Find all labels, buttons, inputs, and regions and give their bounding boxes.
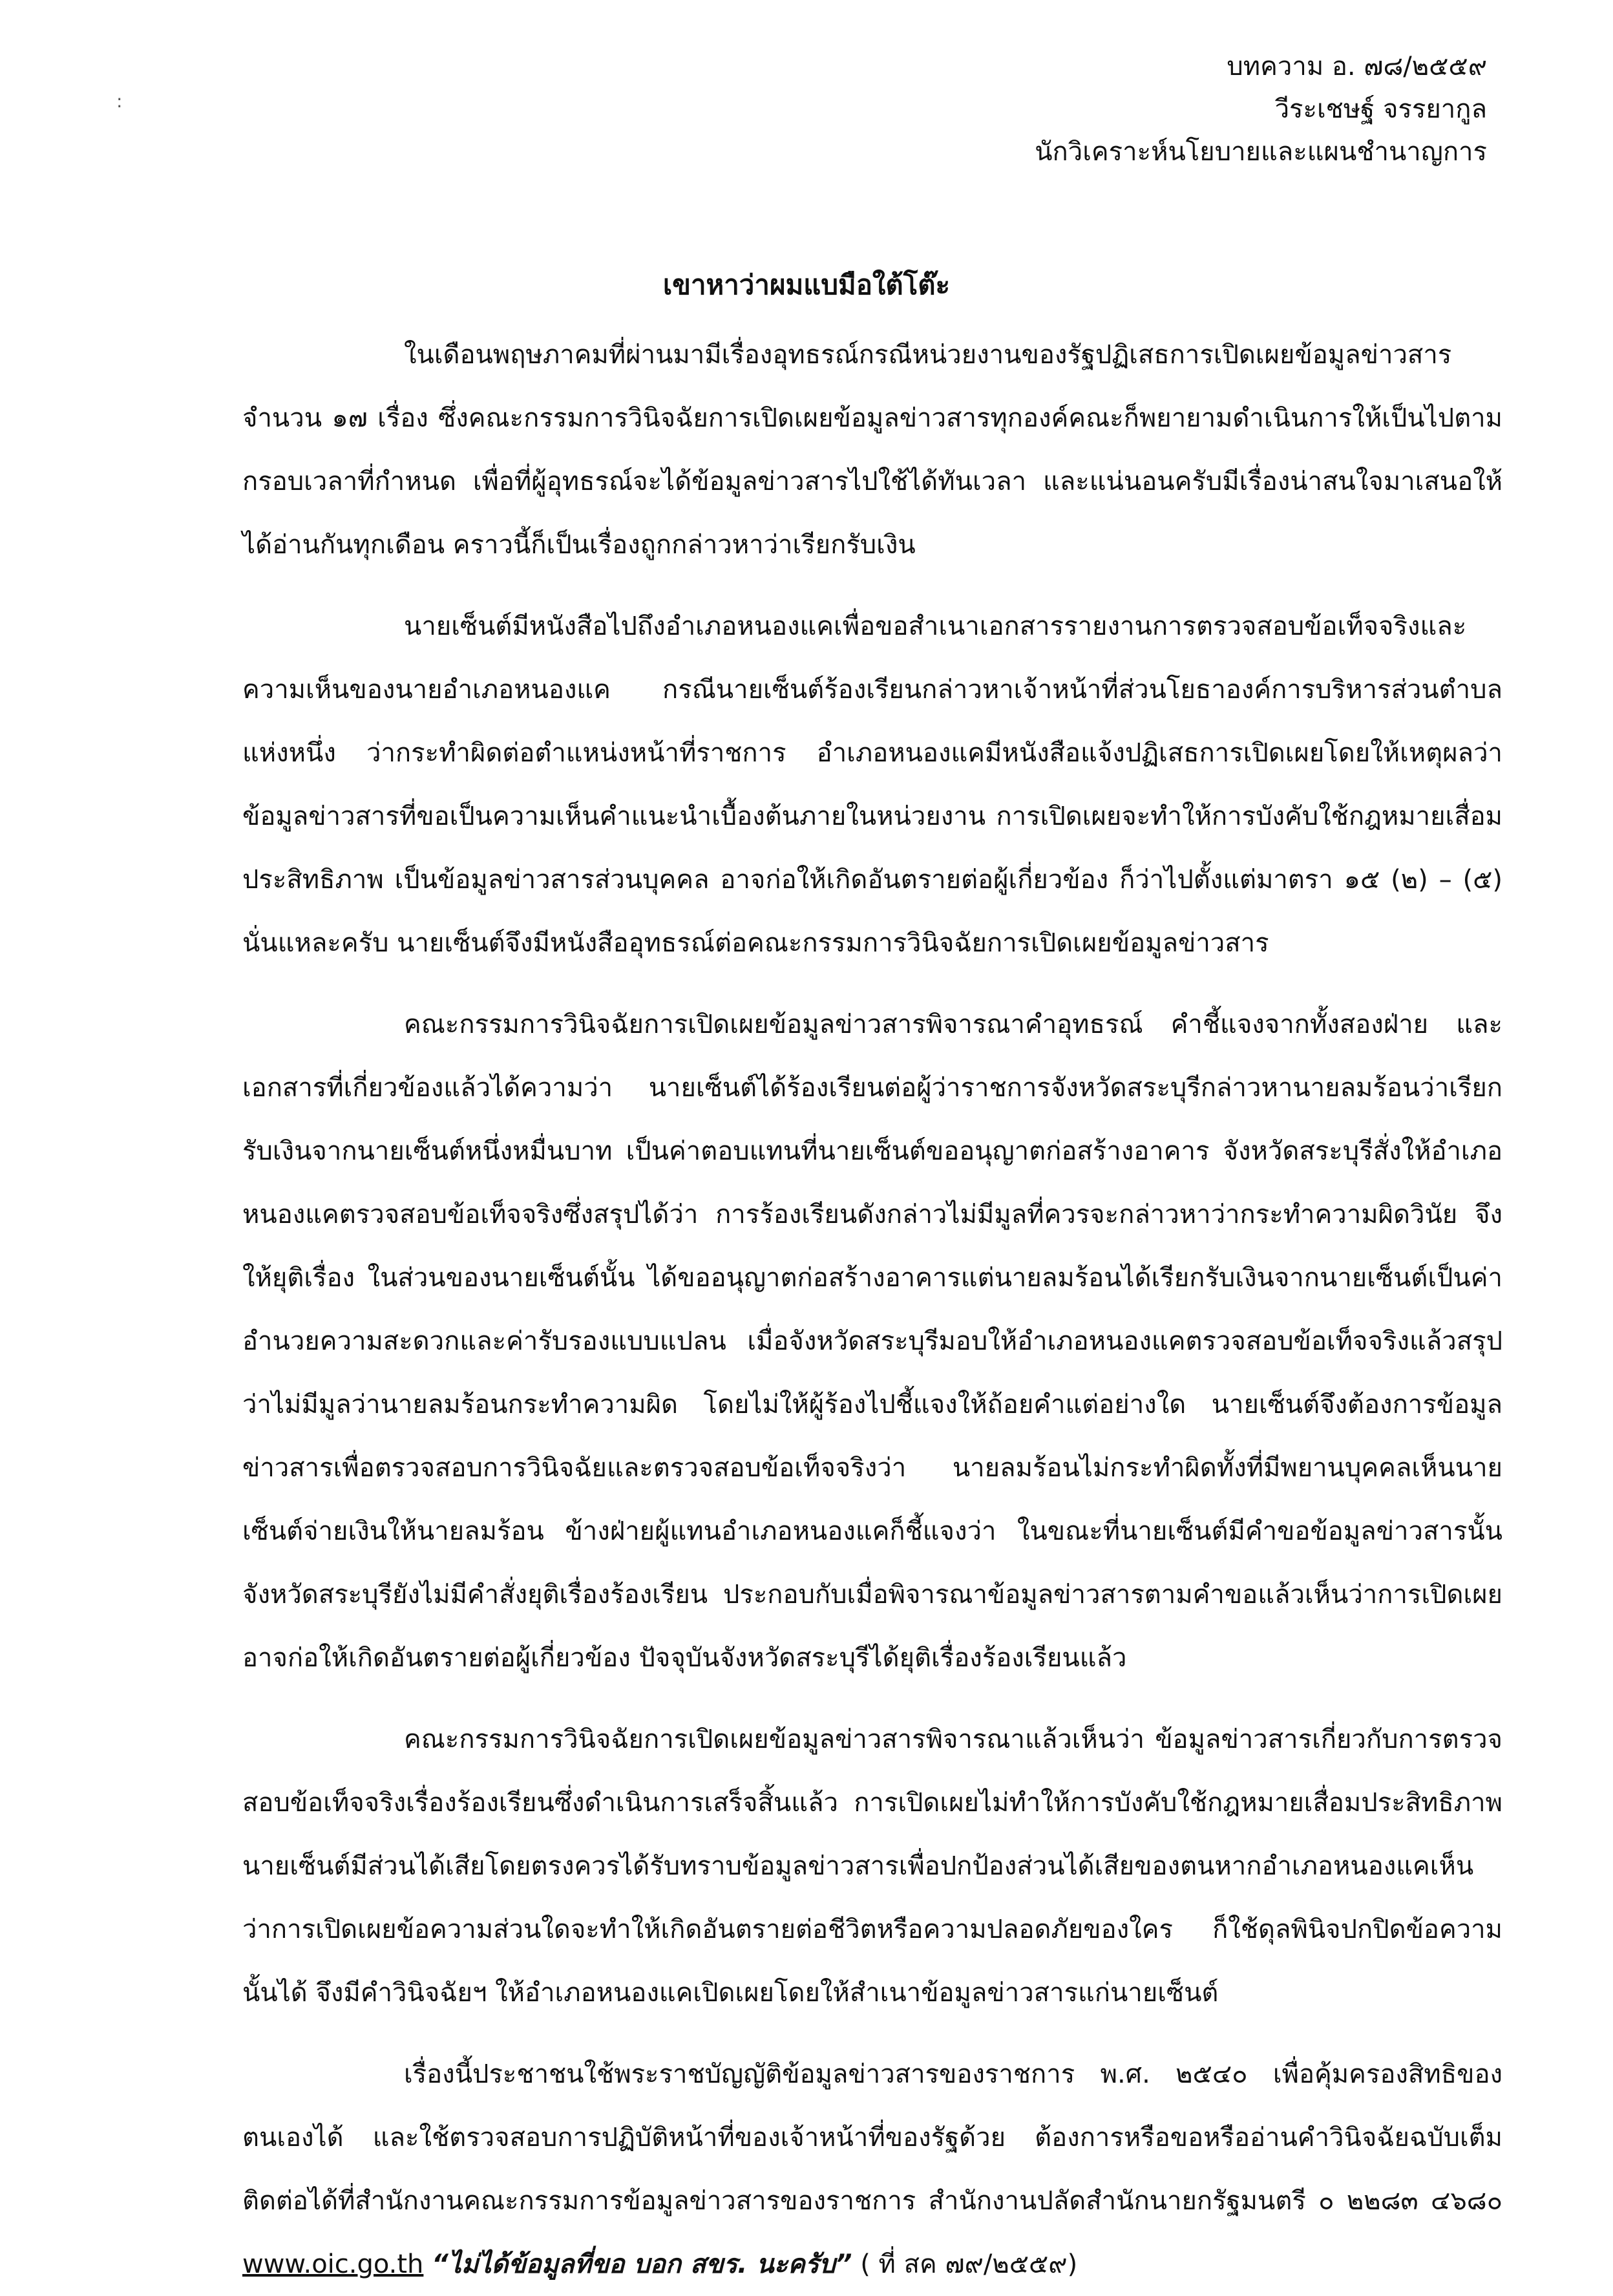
closing-text: เรื่องนี้ประชาชนใช้พระราชบัญญัติข้อมูลข่าวสารของราชการ พ.ศ. ๒๕๔๐ เพื่อคุ้มครองสิทธิของตนเองได้ และใช้ตรวจสอบการปฏิบัติหน้าที่ของเจ้าหน้าที่ของรัฐด้วย ต้องการหรือขอหรืออ่านคำวินิจฉัยฉบับเต็มติดต่อได้ที่สำนักงานคณะกรรมการข้อมูลข่าวสารของราชการ สำนักงานปลัดสำนักนายกรัฐมนตรี ๐ ๒๒๘๓ ๔๖๘๐ (242, 2059, 1503, 2216)
paragraph: คณะกรรมการวินิจฉัยการเปิดเผยข้อมูลข่าวสารพิจารณาคำอุทธรณ์ คำชี้แจงจากทั้งสองฝ่าย และเอกสารที่เกี่ยวข้องแล้วได้ความว่า นายเซ็นต์ได้ร้องเรียนต่อผู้ว่าราชการจังหวัดสระบุรีกล่าวหานายลมร้อนว่าเรียกรับเงินจากนายเซ็นต์หนึ่งหมื่นบาท เป็นค่าตอบแทนที่นายเซ็นต์ขออนุญาตก่อสร้างอาคาร จังหวัดสระบุรีสั่งให้อำเภอหนองแคตรวจสอบข้อเท็จจริงซึ่งสรุปได้ว่า การร้องเรียนดังกล่าวไม่มีมูลที่ควรจะกล่าวหาว่ากระทำความผิดวินัย จึงให้ยุติเรื่อง ในส่วนของนายเซ็นต์นั้น ได้ขออนุญาตก่อสร้างอาคารแต่นายลมร้อนได้เรียกรับเงินจากนายเซ็นต์เป็นค่าอำนวยความสะดวกและค่ารับรองแบบแปลน เมื่อจังหวัดสระบุรีมอบให้อำเภอหนองแคตรวจสอบข้อเท็จจริงแล้วสรุปว่าไม่มีมูลว่านายลมร้อนกระทำความผิด โดยไม่ให้ผู้ร้องไปชี้แจงให้ถ้อยคำแต่อย่างใด นายเซ็นต์จึงต้องการข้อมูลข่าวสารเพื่อตรวจสอบการวินิจฉัยและตรวจสอบข้อเท็จจริงว่า นายลมร้อนไม่กระทำผิดทั้งที่มีพยานบุคคลเห็นนายเซ็นต์จ่ายเงินให้นายลมร้อน ข้างฝ่ายผู้แทนอำเภอหนองแคก็ชี้แจงว่า ในขณะที่นายเซ็นต์มีคำขอข้อมูลข่าวสารนั้น จังหวัดสระบุรียังไม่มีคำสั่งยุติเรื่องร้องเรียน ประกอบกับเมื่อพิจารณาข้อมูลข่าวสารตามคำขอแล้วเห็นว่าการเปิดเผยอาจก่อให้เกิดอันตรายต่อผู้เกี่ยวข้อง ปัจจุบันจังหวัดสระบุรีได้ยุติเรื่องร้องเรียนแล้ว (242, 1010, 1502, 1673)
reference-code: ( ที่ สค ๗๙/๒๕๕๙) (860, 2249, 1078, 2279)
article-title: เขาหาว่าผมแบมือใต้โต๊ะ (662, 269, 951, 301)
scan-mark: : (116, 90, 123, 112)
paragraph: นายเซ็นต์มีหนังสือไปถึงอำเภอหนองแคเพื่อขอสำเนาเอกสารรายงานการตรวจสอบข้อเท็จจริงและความเห็นของนายอำเภอหนองแค กรณีนายเซ็นต์ร้องเรียนกล่าวหาเจ้าหน้าที่ส่วนโยธาองค์การบริหารส่วนตำบลแห่งหนึ่ง ว่ากระทำผิดต่อตำแหน่งหน้าที่ราชการ อำเภอหนองแคมีหนังสือแจ้งปฏิเสธการเปิดเผยโดยให้เหตุผลว่า ข้อมูลข่าวสารที่ขอเป็นความเห็นคำแนะนำเบื้องต้นภายในหน่วยงาน การเปิดเผยจะทำให้การบังคับใช้กฎหมายเสื่อมประสิทธิภาพ เป็นข้อมูลข่าวสารส่วนบุคคล อาจก่อให้เกิดอันตรายต่อผู้เกี่ยวข้อง ก็ว่าไปตั้งแต่มาตรา ๑๕ (๒) – (๕) นั่นแหละครับ นายเซ็นต์จึงมีหนังสืออุทธรณ์ต่อคณะกรรมการวินิจฉัยการเปิดเผยข้อมูลข่าวสาร (242, 611, 1502, 958)
paragraph: ในเดือนพฤษภาคมที่ผ่านมามีเรื่องอุทธรณ์กรณีหน่วยงานของรัฐปฏิเสธการเปิดเผยข้อมูลข่าวสารจำนวน ๑๗ เรื่อง ซึ่งคณะกรรมการวินิจฉัยการเปิดเผยข้อมูลข่าวสารทุกองค์คณะก็พยายามดำเนินการให้เป็นไปตามกรอบเวลาที่กำหนด เพื่อที่ผู้อุทธรณ์จะได้ข้อมูลข่าวสารไปใช้ได้ทันเวลา และแน่นอนครับมีเรื่องน่าสนใจมาเสนอให้ได้อ่านกันทุกเดือน คราวนี้ก็เป็นเรื่องถูกกล่าวหาว่าเรียกรับเงิน (242, 340, 1502, 560)
slogan: “ไม่ได้ข้อมูลที่ขอ บอก สขร. นะครับ” (432, 2249, 852, 2279)
website-link[interactable]: www.oic.go.th (242, 2249, 424, 2279)
author-position: นักวิเคราะห์นโยบายและแผนชำนาญการ (1035, 137, 1487, 167)
closing-paragraph (242, 2043, 1502, 2296)
document-header (905, 45, 1487, 173)
article-body (242, 323, 1502, 2296)
paragraph: คณะกรรมการวินิจฉัยการเปิดเผยข้อมูลข่าวสารพิจารณาแล้วเห็นว่า ข้อมูลข่าวสารเกี่ยวกับการตรวจสอบข้อเท็จจริงเรื่องร้องเรียนซึ่งดำเนินการเสร็จสิ้นแล้ว การเปิดเผยไม่ทำให้การบังคับใช้กฎหมายเสื่อมประสิทธิภาพ นายเซ็นต์มีส่วนได้เสียโดยตรงควรได้รับทราบข้อมูลข่าวสารเพื่อปกป้องส่วนได้เสียของตนหากอำเภอหนองแคเห็นว่าการเปิดเผยข้อความส่วนใดจะทำให้เกิดอันตรายต่อชีวิตหรือความปลอดภัยของใคร ก็ใช้ดุลพินิจปกปิดข้อความนั้นได้ จึงมีคำวินิจฉัยฯ ให้อำเภอหนองแคเปิดเผยโดยให้สำเนาข้อมูลข่าวสารแก่นายเซ็นต์ (242, 1725, 1502, 2008)
author-name: วีระเชษฐ์ จรรยากูล (1274, 94, 1487, 124)
article-reference: บทความ อ. ๗๘/๒๕๕๙ (1227, 52, 1487, 81)
